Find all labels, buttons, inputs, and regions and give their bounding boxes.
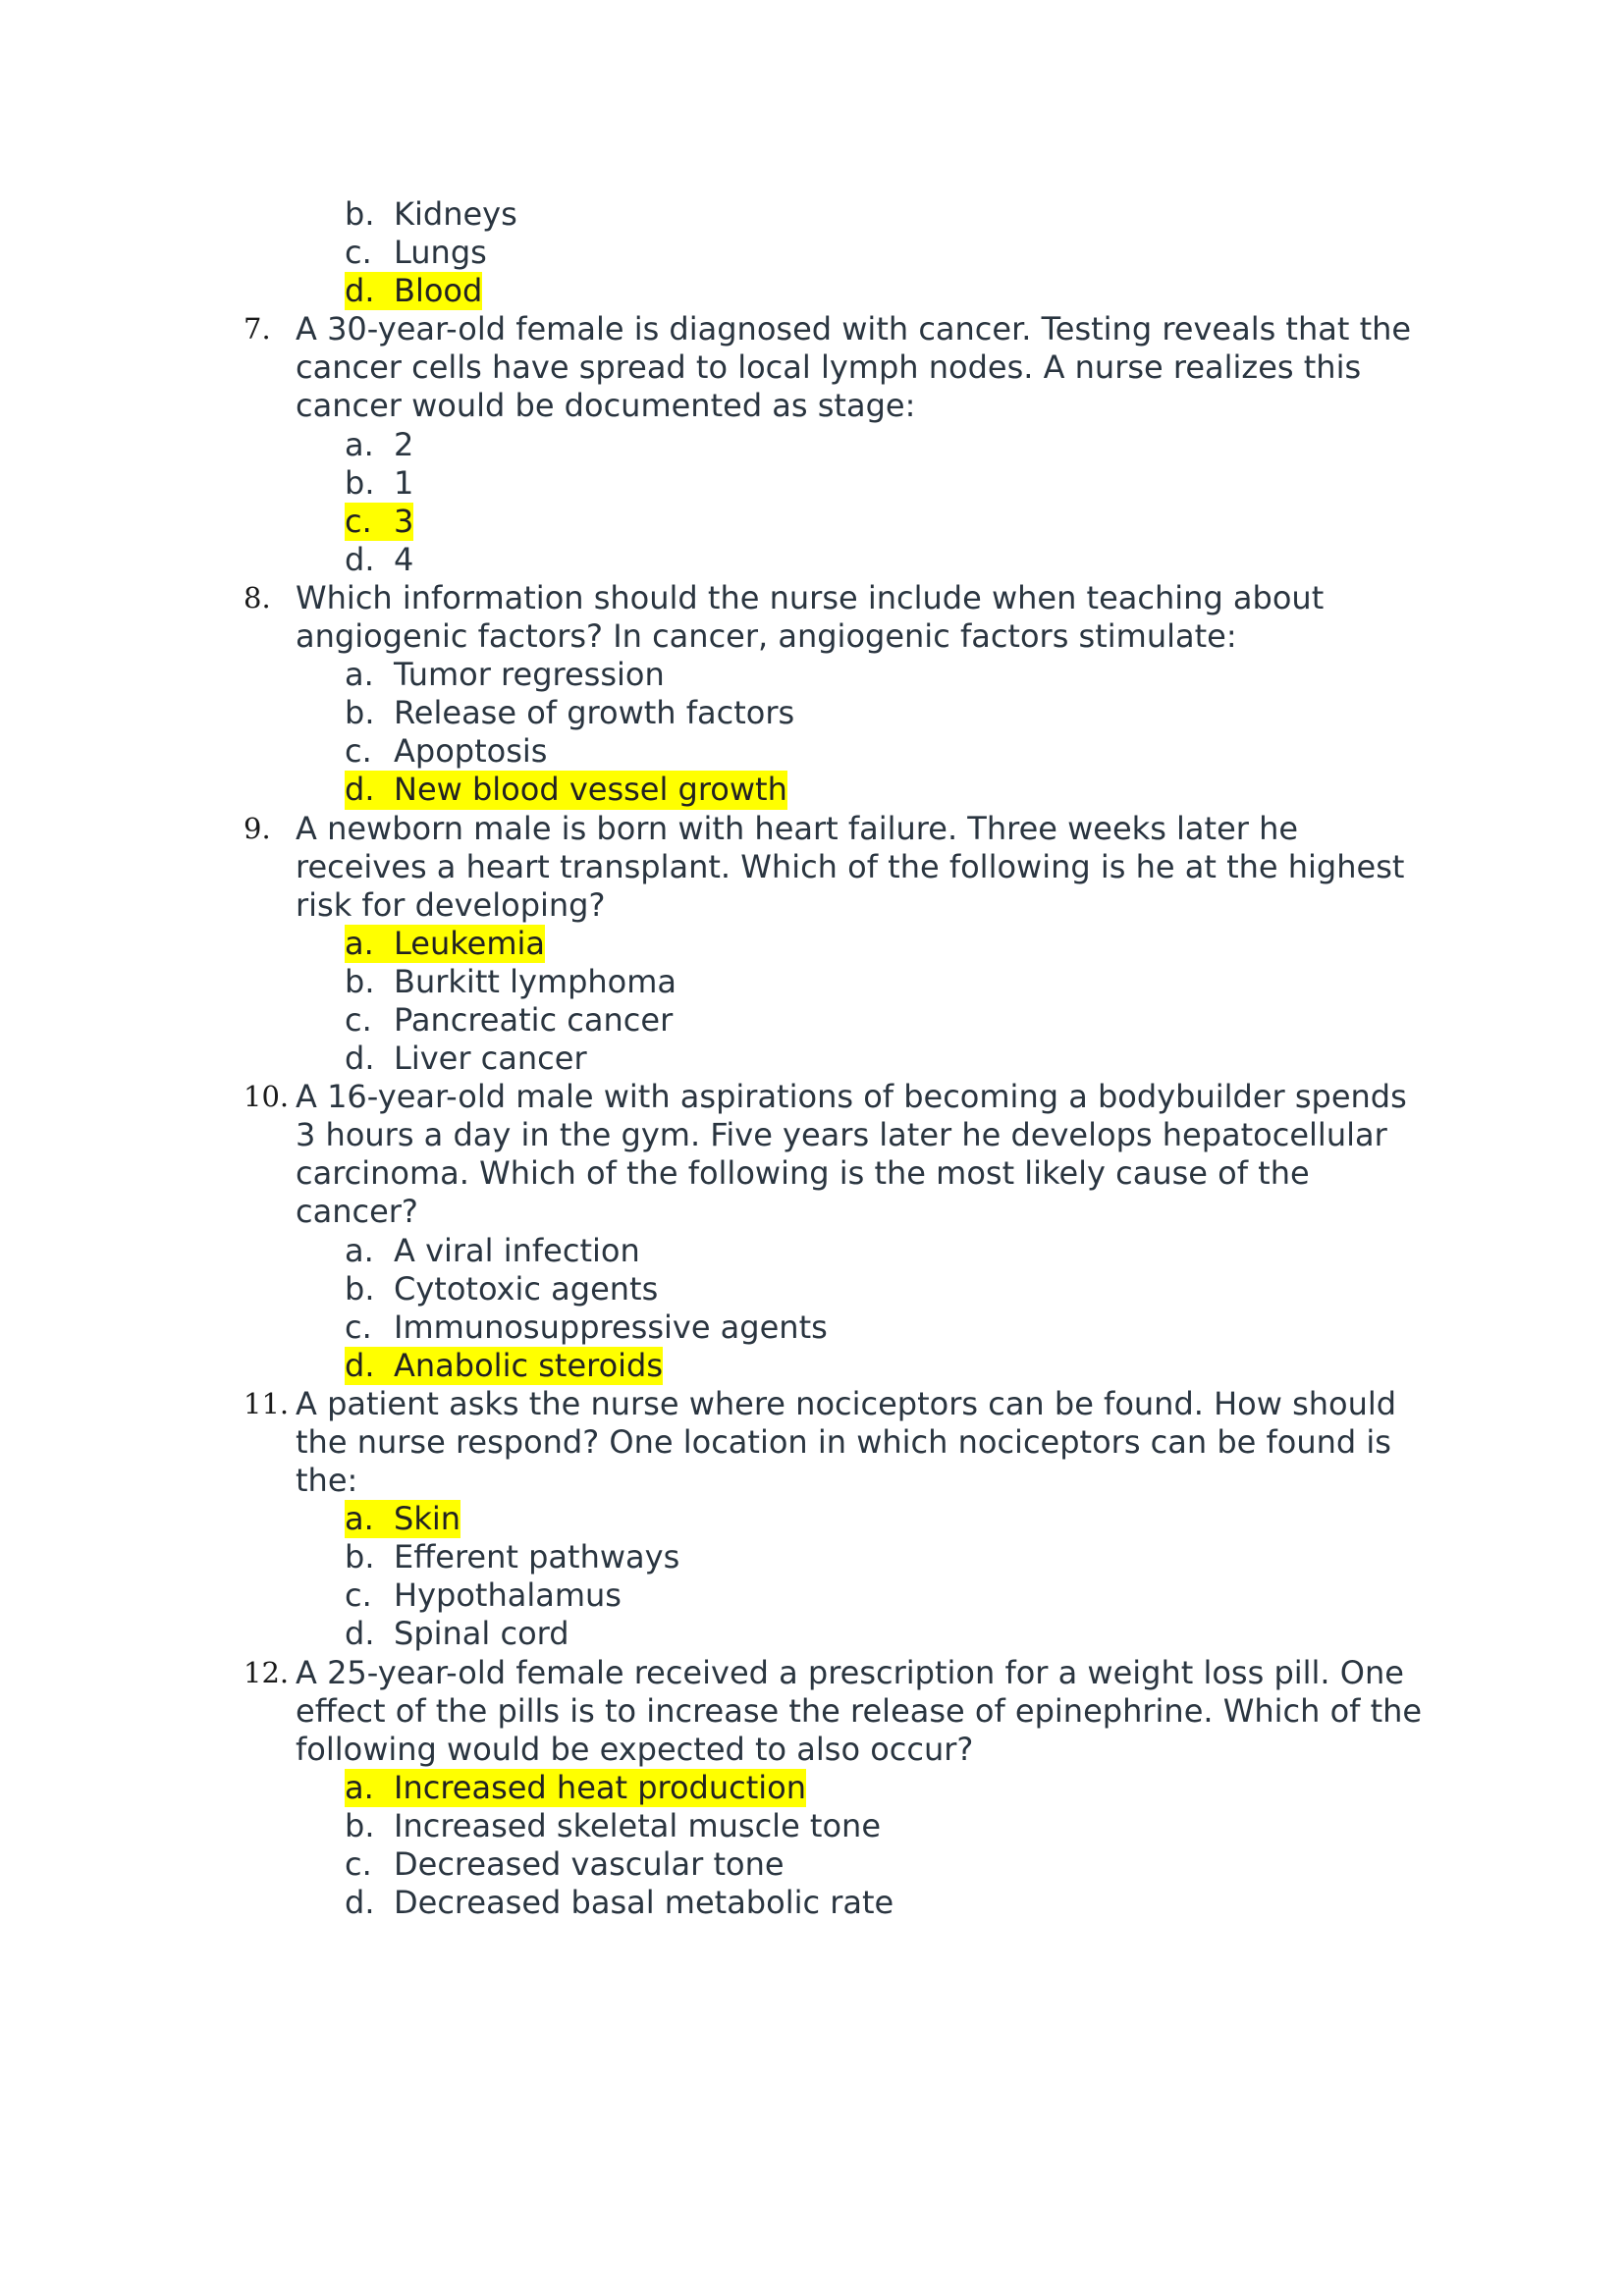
- option-letter: c.: [345, 1845, 372, 1884]
- option-line: [0, 1884, 1624, 1922]
- question-text: A 30-year-old female is diagnosed with cancer. Testing reveals that the: [296, 310, 1412, 348]
- option-letter: c.: [345, 234, 372, 272]
- option-letter: b.: [345, 463, 375, 502]
- question-number: 8.: [244, 580, 271, 614]
- answer-option: [345, 1001, 673, 1040]
- question-text: cancer?: [296, 1193, 418, 1231]
- option-text: Cytotoxic agents: [394, 1269, 659, 1308]
- option-line: [0, 503, 1624, 541]
- answer-option: [345, 963, 677, 1001]
- question-text: carcinoma. Which of the following is the most likely cause of the: [296, 1154, 1310, 1193]
- answer-option: [345, 1040, 587, 1078]
- answer-option: [345, 1807, 881, 1845]
- answer-option: [345, 1576, 622, 1615]
- option-line: [0, 1001, 1624, 1040]
- option-line: [0, 1807, 1624, 1845]
- answer-option: [345, 656, 665, 694]
- correct-answer-option: [345, 1769, 806, 1807]
- question-text: A patient asks the nurse where nociceptors can be found. How should: [296, 1384, 1397, 1422]
- answer-option: [345, 426, 413, 464]
- question-text: cancer cells have spread to local lymph nodes. A nurse realizes this: [296, 348, 1362, 387]
- option-letter: b.: [345, 1269, 375, 1308]
- option-letter: a.: [345, 1231, 374, 1269]
- option-line: [0, 234, 1624, 272]
- quiz-document: [0, 195, 1624, 1922]
- answer-option: [345, 1845, 785, 1884]
- option-letter: c.: [345, 1576, 372, 1615]
- question-line: [0, 1654, 1624, 1692]
- answer-option: [345, 1308, 828, 1347]
- question-text: angiogenic factors? In cancer, angiogenic factors stimulate:: [296, 617, 1237, 656]
- option-letter: c.: [345, 732, 372, 771]
- correct-answer-option: [345, 925, 545, 963]
- question-line: [0, 1731, 1624, 1769]
- option-letter: b.: [345, 1538, 375, 1576]
- option-line: [0, 541, 1624, 579]
- question-number: 10.: [244, 1080, 290, 1114]
- option-line: [0, 464, 1624, 503]
- option-line: [0, 1232, 1624, 1270]
- option-line: [0, 272, 1624, 310]
- question-text: risk for developing?: [296, 885, 606, 924]
- option-line: [0, 1308, 1624, 1347]
- option-text: Skin: [394, 1500, 461, 1538]
- question-line: [0, 810, 1624, 848]
- option-line: [0, 1769, 1624, 1807]
- option-letter: d.: [345, 1040, 375, 1078]
- option-text: Anabolic steroids: [394, 1346, 664, 1384]
- option-text: Spinal cord: [394, 1615, 569, 1653]
- option-line: [0, 1845, 1624, 1884]
- option-line: [0, 694, 1624, 732]
- option-line: [0, 925, 1624, 963]
- answer-option: [345, 1615, 569, 1653]
- option-text: Pancreatic cancer: [394, 1000, 674, 1039]
- question-line: [0, 1423, 1624, 1462]
- answer-option: [345, 234, 487, 272]
- option-line: [0, 963, 1624, 1001]
- option-line: [0, 1615, 1624, 1653]
- question-text: following would be expected to also occur?: [296, 1730, 974, 1768]
- option-letter: d.: [345, 1615, 375, 1653]
- option-text: 4: [394, 540, 414, 578]
- option-letter: d.: [345, 540, 375, 578]
- answer-option: [345, 694, 794, 732]
- correct-answer-option: [345, 503, 413, 541]
- option-letter: d.: [345, 1346, 375, 1384]
- option-text: A viral infection: [394, 1231, 640, 1269]
- question-line: [0, 1385, 1624, 1423]
- correct-answer-option: [345, 1500, 460, 1538]
- option-line: [0, 426, 1624, 464]
- option-line: [0, 195, 1624, 234]
- question-text: Which information should the nurse include when teaching about: [296, 578, 1325, 616]
- option-letter: a.: [345, 1768, 374, 1806]
- question-text: the:: [296, 1462, 358, 1500]
- question-number: 12.: [244, 1655, 290, 1689]
- option-line: [0, 1576, 1624, 1615]
- option-line: [0, 1040, 1624, 1078]
- option-text: Immunosuppressive agents: [394, 1308, 828, 1346]
- answer-option: [345, 195, 517, 234]
- option-line: [0, 771, 1624, 809]
- option-text: Leukemia: [394, 924, 545, 962]
- question-line: [0, 1078, 1624, 1116]
- option-text: Decreased vascular tone: [394, 1845, 785, 1884]
- option-letter: d.: [345, 272, 375, 310]
- question-text: 3 hours a day in the gym. Five years later he develops hepatocellular: [296, 1116, 1387, 1154]
- correct-answer-option: [345, 272, 482, 310]
- option-text: Hypothalamus: [394, 1576, 622, 1615]
- option-letter: a.: [345, 425, 374, 463]
- question-line: [0, 1193, 1624, 1231]
- question-line: [0, 348, 1624, 387]
- option-text: Kidneys: [394, 195, 517, 233]
- option-text: 2: [394, 425, 414, 463]
- option-line: [0, 1538, 1624, 1576]
- option-text: Efferent pathways: [394, 1538, 680, 1576]
- option-line: [0, 1270, 1624, 1308]
- question-line: [0, 1154, 1624, 1193]
- option-letter: c.: [345, 1308, 372, 1346]
- option-letter: a.: [345, 656, 374, 694]
- question-text: A 16-year-old male with aspirations of becoming a bodybuilder spends: [296, 1078, 1407, 1116]
- option-line: [0, 656, 1624, 694]
- option-letter: b.: [345, 1806, 375, 1844]
- option-text: 1: [394, 463, 414, 502]
- correct-answer-option: [345, 1347, 663, 1385]
- option-letter: b.: [345, 962, 375, 1000]
- option-line: [0, 1347, 1624, 1385]
- answer-option: [345, 464, 413, 503]
- option-text: Increased heat production: [394, 1768, 807, 1806]
- answer-option: [345, 732, 547, 771]
- correct-answer-option: [345, 771, 787, 809]
- question-number: 9.: [244, 811, 271, 845]
- question-text: cancer would be documented as stage:: [296, 387, 916, 425]
- option-text: 3: [394, 502, 414, 540]
- question-text: effect of the pills is to increase the release of epinephrine. Which of the: [296, 1691, 1423, 1730]
- option-line: [0, 732, 1624, 771]
- question-number: 11.: [244, 1386, 290, 1420]
- question-line: [0, 1462, 1624, 1500]
- question-text: receives a heart transplant. Which of the following is he at the highest: [296, 847, 1405, 885]
- option-text: Release of growth factors: [394, 694, 795, 732]
- option-letter: d.: [345, 771, 375, 809]
- question-line: [0, 1116, 1624, 1154]
- question-line: [0, 886, 1624, 925]
- answer-option: [345, 1884, 893, 1922]
- answer-option: [345, 1538, 679, 1576]
- answer-option: [345, 1232, 640, 1270]
- option-text: Lungs: [394, 234, 487, 272]
- option-text: Burkitt lymphoma: [394, 962, 677, 1000]
- option-text: Increased skeletal muscle tone: [394, 1806, 882, 1844]
- answer-option: [345, 1270, 658, 1308]
- question-line: [0, 848, 1624, 886]
- option-letter: a.: [345, 1500, 374, 1538]
- question-text: the nurse respond? One location in which nociceptors can be found is: [296, 1423, 1391, 1461]
- option-text: Blood: [394, 272, 483, 310]
- option-text: Liver cancer: [394, 1040, 587, 1078]
- question-number: 7.: [244, 312, 271, 347]
- option-text: Tumor regression: [394, 656, 665, 694]
- option-text: Apoptosis: [394, 732, 548, 771]
- question-line: [0, 617, 1624, 656]
- question-line: [0, 387, 1624, 425]
- option-letter: c.: [345, 502, 372, 540]
- option-letter: a.: [345, 924, 374, 962]
- option-letter: b.: [345, 694, 375, 732]
- question-text: A 25-year-old female received a prescription for a weight loss pill. One: [296, 1653, 1404, 1691]
- option-letter: c.: [345, 1000, 372, 1039]
- question-line: [0, 579, 1624, 617]
- question-line: [0, 1692, 1624, 1731]
- option-text: New blood vessel growth: [394, 771, 787, 809]
- question-text: A newborn male is born with heart failure. Three weeks later he: [296, 809, 1299, 847]
- answer-option: [345, 541, 413, 579]
- option-line: [0, 1500, 1624, 1538]
- option-letter: d.: [345, 1884, 375, 1922]
- option-text: Decreased basal metabolic rate: [394, 1884, 894, 1922]
- question-line: [0, 310, 1624, 348]
- option-letter: b.: [345, 195, 375, 233]
